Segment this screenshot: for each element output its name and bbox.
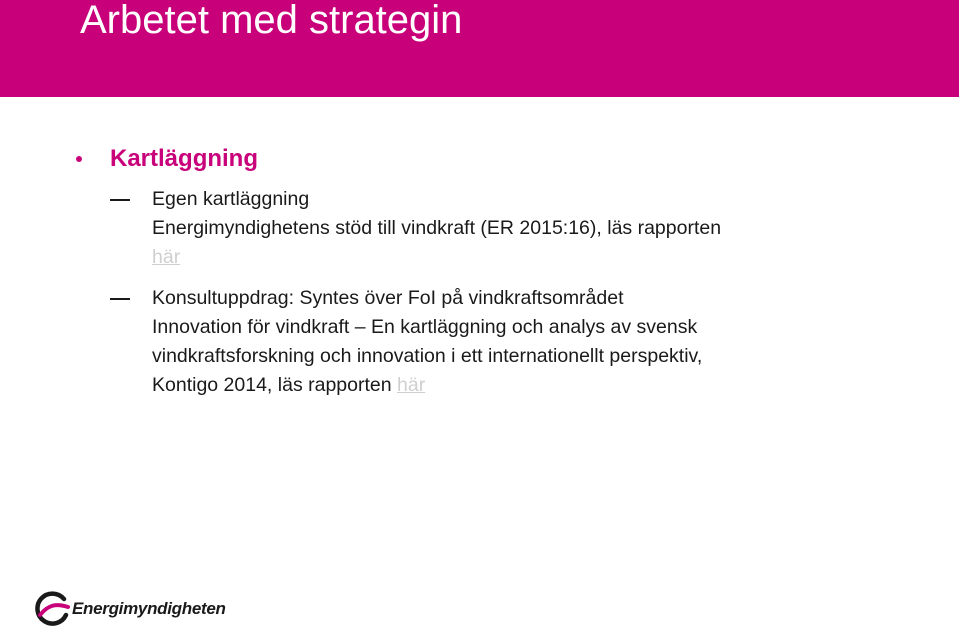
- sub-item-line: Kontigo 2014, läs rapporten: [152, 374, 392, 396]
- sub-item-line: Egen kartläggning: [152, 188, 310, 210]
- sub-item-line: Konsultuppdrag: Syntes över FoI på vindkraftsområdet: [152, 287, 624, 309]
- report-link[interactable]: här: [152, 246, 181, 268]
- sub-item-line: vindkraftsforskning och innovation i ett internationellt perspektiv,: [152, 345, 703, 367]
- report-link[interactable]: här: [397, 374, 426, 396]
- dash-icon: [110, 298, 130, 300]
- logo-mark-icon: [34, 591, 70, 627]
- title-bar: [0, 0, 959, 97]
- logo-text: Energimyndigheten: [72, 599, 226, 618]
- sub-item-line: Innovation för vindkraft – En kartläggning och analys av svensk: [152, 316, 698, 338]
- slide-title: Arbetet med strategin: [80, 0, 463, 42]
- bullet-item: [76, 144, 258, 174]
- dash-icon: [110, 199, 130, 201]
- sub-item-line: Energimyndighetens stöd till vindkraft (ER 2015:16), läs rapporten: [152, 217, 722, 239]
- bullet-label: Kartläggning: [110, 145, 258, 172]
- bullet-dot-icon: [76, 156, 82, 162]
- energimyndigheten-logo: [34, 589, 226, 629]
